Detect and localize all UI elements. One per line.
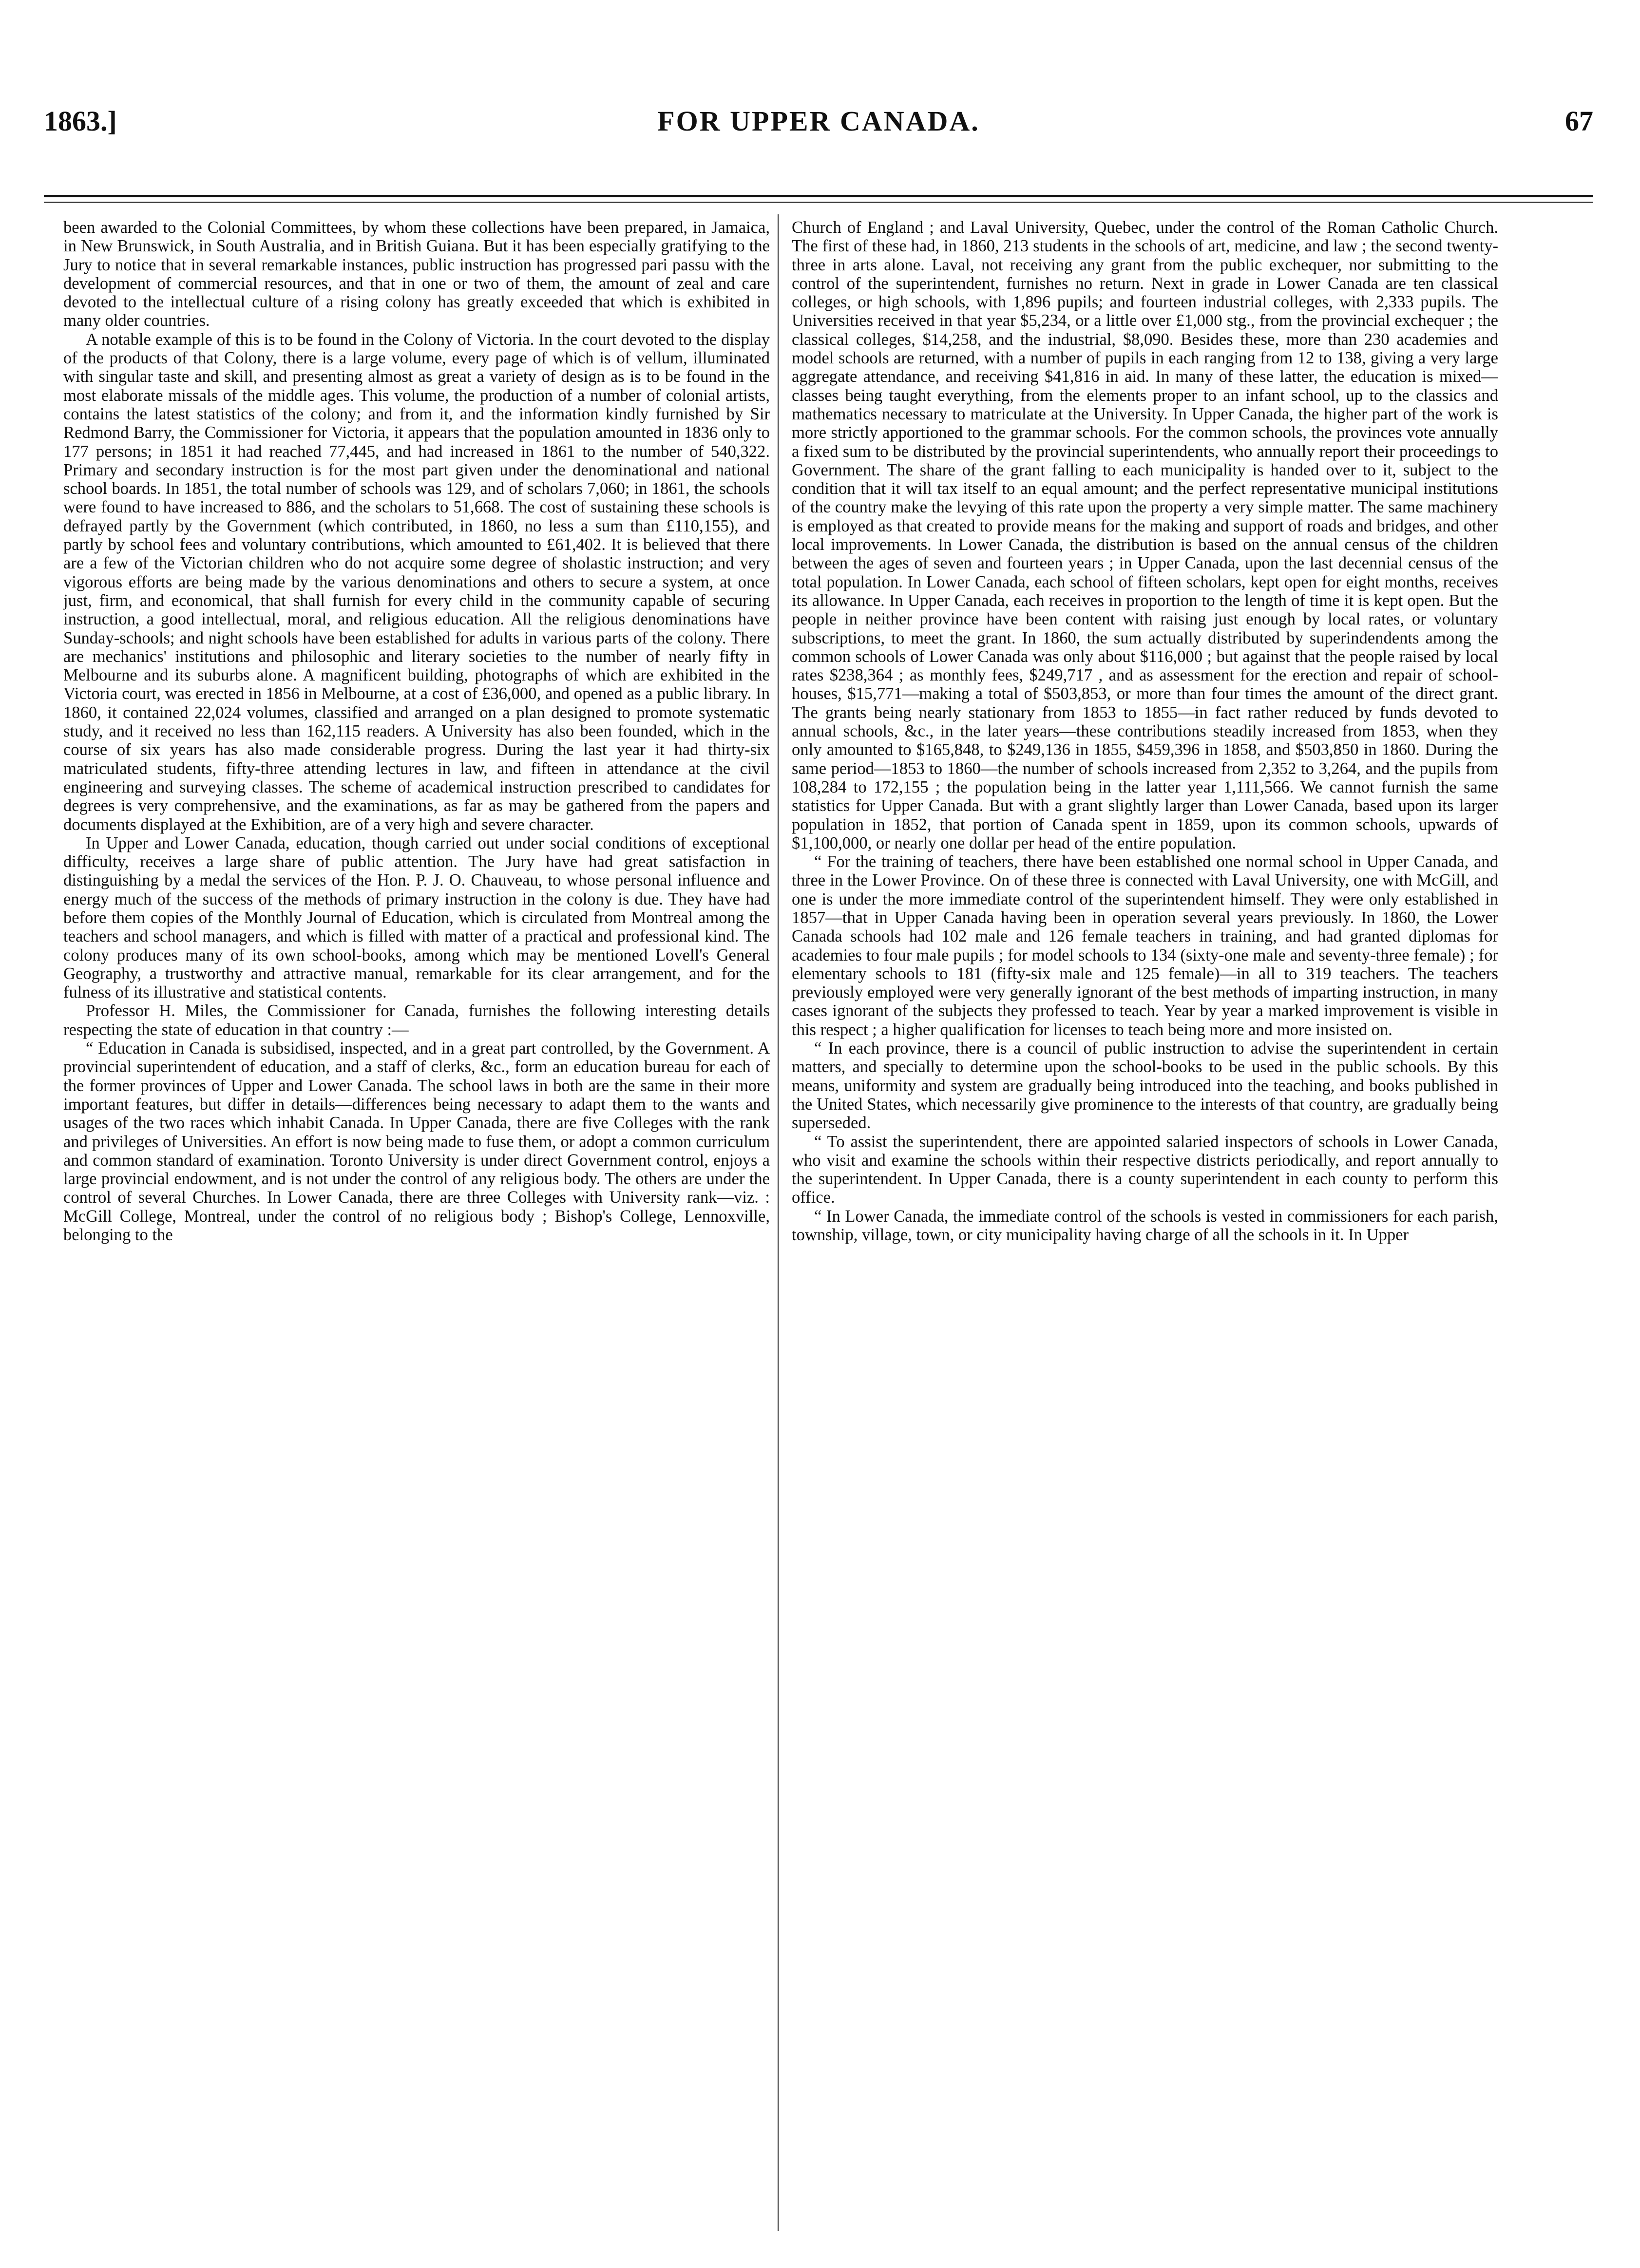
header-title: FOR UPPER CANADA. <box>657 105 980 137</box>
paragraph: “ For the training of teachers, there have been established one normal school in Upper Canada, and three in the Lower Province. On of these three is connected with Laval University, one with McGill, and one is under the more immediate control of the superintendent himself. They were only established in 1857—that in Upper Canada having been in operation several years previously. In 1860, the Lower Canada schools had 102 male and 126 female teachers in training, and had granted diplomas for academies to four male pupils ; for model schools to 134 (sixty-one male and seventy-three female) ; for elementary schools to 181 (fifty-six male and 125 female)—in all to 319 teachers. The teachers previously employed were very generally ignorant of the best methods of imparting instruction, in many cases ignorant of the subjects they professed to teach. Year by year a marked improvement is visible in this respect ; a higher qualification for licenses to teach being more and more insisted on. <box>792 852 1498 1039</box>
header-year: 1863.] <box>44 105 117 137</box>
paragraph: “ In each province, there is a council of public instruction to advise the superintendent in certain matters, and specially to determine upon the school-books to be used in the public schools. By this means, uniformity and system are gradually being introduced into the teaching, and books published in the United States, which necessarily give prominence to the interests of that country, are gradually being superseded. <box>792 1039 1498 1133</box>
paragraph: been awarded to the Colonial Committees, by whom these collections have been prepared, in Jamaica, in New Brunswick, in South Australia, and in British Guiana. But it has been especially gratifying to the Jury to notice that in several remarkable instances, public instruction has progressed pari passu with the development of commercial resources, and that in one or two of them, the amount of zeal and care devoted to the intellectual culture of a rising colony has greatly exceeded that which is exhibited in many older countries. <box>63 218 770 330</box>
paragraph: “ To assist the superintendent, there are appointed salaried inspectors of schools in Lower Canada, who visit and examine the schools within their respective districts periodically, and report annually to the superintendent. In Upper Canada, there is a county superintendent in each county to perform this office. <box>792 1132 1498 1207</box>
header-rule-thin <box>44 202 1593 203</box>
paragraph: “ Education in Canada is subsidised, inspected, and in a great part controlled, by the Government. A provincial superintendent of education, and a staff of clerks, &c., form an education bureau for each of the former provinces of Upper and Lower Canada. The school laws in both are the same in their more important features, but differ in details—differences being necessary to adapt them to the wants and usages of the two races which inhabit Canada. In Upper Canada, there are five Colleges with the rank and privileges of Universities. An effort is now being made to fuse them, or adopt a common curriculum and common standard of examination. Toronto University is under direct Government control, enjoys a large provincial endowment, and is not under the control of any religious body. The others are under the control of several Churches. In Lower Canada, there are three Colleges with University rank—viz. : McGill College, Montreal, under the control of no religious body ; Bishop's College, Lennoxville, belonging to the <box>63 1039 770 1245</box>
paragraph: Church of England ; and Laval University, Quebec, under the control of the Roman Catholic Church. The first of these had, in 1860, 213 students in the schools of art, medicine, and law ; the second twenty-three in arts alone. Laval, not receiving any grant from the public exchequer, nor submitting to the control of the superintendent, furnishes no return. Next in grade in Lower Canada are ten classical colleges, or high schools, with 1,896 pupils; and fourteen industrial colleges, with 2,333 pupils. The Universities received in that year $5,234, or a little over £1,000 stg., from the provincial exchequer ; the classical colleges, $14,258, and the industrial, $8,090. Besides these, more than 230 academies and model schools are returned, with a number of pupils in each ranging from 12 to 138, giving a very large aggregate attendance, and receiving $41,816 in aid. In many of these latter, the education is mixed—classes being taught everything, from the elements proper to an infant school, up to the classics and mathematics necessary to matriculate at the University. In Upper Canada, the higher part of the work is more strictly apportioned to the grammar schools. For the common schools, the provinces vote annually a fixed sum to be distributed by the provincial superintendents, who annually report their proceedings to Government. The share of the grant falling to each municipality is handed over to it, subject to the condition that it will tax itself to an equal amount; and the perfect representative municipal institutions of the country make the levying of this rate upon the property a very simple matter. The same machinery is employed as that created to provide means for the making and support of roads and bridges, and other local improvements. In Lower Canada, the distribution is based on the annual census of the children between the ages of seven and fourteen years ; in Upper Canada, upon the last decennial census of the total population. In Lower Canada, each school of fifteen scholars, kept open for eight months, receives its allowance. In Upper Canada, each receives in proportion to the length of time it is kept open. But the people in neither province have been content with raising just enough by local rates, or voluntary subscriptions, to meet the grant. In 1860, the sum actually distributed by superindendents among the common schools of Lower Canada was only about $116,000 ; but against that the people raised by local rates $238,364 ; as monthly fees, $249,717 , and as assessment for the erection and repair of school-houses, $15,771—making a total of $503,853, or more than four times the amount of the direct grant. The grants being nearly stationary from 1853 to 1855—in fact rather reduced by funds devoted to annual schools, &c., in the later years—these contributions steadily increased from 1853, when they only amounted to $165,848, to $249,136 in 1855, $459,396 in 1858, and $503,850 in 1860. During the same period—1853 to 1860—the number of schools increased from 2,352 to 3,264, and the pupils from 108,284 to 172,155 ; the population being in the latter year 1,111,566. We cannot furnish the same statistics for Upper Canada. But with a grant slightly larger than Lower Canada, based upon its larger population in 1852, that portion of Canada spent in 1859, upon its common schools, upwards of $1,100,000, or nearly one dollar per head of the entire population. <box>792 218 1498 852</box>
column-divider <box>778 214 779 2231</box>
right-column <box>792 218 1498 2230</box>
paragraph: “ In Lower Canada, the immediate control of the schools is vested in commissioners for each parish, township, village, town, or city municipality having charge of all the schools in it. In Upper <box>792 1207 1498 1245</box>
running-header <box>44 105 1593 163</box>
page-number: 67 <box>1565 105 1593 137</box>
paragraph: A notable example of this is to be found in the Colony of Victoria. In the court devoted to the display of the products of that Colony, there is a large volume, every page of which is of vellum, illuminated with singular taste and skill, and presenting almost as great a variety of design as is to be found in the most elaborate missals of the middle ages. This volume, the production of a number of colonial artists, contains the latest statistics of the colony; and from it, and the information kindly furnished by Sir Redmond Barry, the Commissioner for Victoria, it appears that the population amounted in 1836 only to 177 persons; in 1851 it had reached 77,445, and had increased in 1861 to the number of 540,322. Primary and secondary instruction is for the most part given under the denominational and national school boards. In 1851, the total number of schools was 129, and of scholars 7,060; in 1861, the schools were found to have increased to 886, and the scholars to 51,668. The cost of sustaining these schools is defrayed partly by the Government (which contributed, in 1860, no less a sum than £110,155), and partly by school fees and voluntary contributions, which amounted to £61,402. It is believed that there are a few of the Victorian children who do not acquire some degree of sholastic instruction; and very vigorous efforts are being made by the various denominations and others to secure a system, at once just, firm, and economical, that shall furnish for every child in the community capable of securing instruction, a good intellectual, moral, and religious education. All the religious denominations have Sunday-schools; and night schools have been established for adults in various parts of the colony. There are mechanics' institutions and philosophic and literary societies to the number of nearly fifty in Melbourne and its suburbs alone. A magnificent building, photographs of which are exhibited in the Victoria court, was erected in 1856 in Melbourne, at a cost of £36,000, and opened as a public library. In 1860, it contained 22,024 volumes, classified and arranged on a plan designed to promote systematic study, and it received no less than 162,115 readers. A University has also been founded, which in the course of six years has also made considerable progress. During the last year it had thirty-six matriculated students, fifty-three attending lectures in law, and fifteen in attendance at the civil engineering and surveying classes. The scheme of academical instruction prescribed to candidates for degrees is very comprehensive, and the examinations, as far as may be gathered from the papers and documents displayed at the Exhibition, are of a very high and severe character. <box>63 330 770 834</box>
paragraph: In Upper and Lower Canada, education, though carried out under social conditions of exceptional difficulty, receives a large share of public attention. The Jury have had great satisfaction in distinguishing by a medal the services of the Hon. P. J. O. Chauveau, to whose personal influence and energy much of the success of the methods of primary instruction in the colony is due. They have had before them copies of the Monthly Journal of Education, which is circulated from Montreal among the teachers and school managers, and which is filled with matter of a practical and professional kind. The colony produces many of its own school-books, among which may be mentioned Lovell's General Geography, a trustworthy and attractive manual, remarkable for its clear arrangement, and for the fulness of its illustrative and statistical contents. <box>63 833 770 1002</box>
paragraph: Professor H. Miles, the Commissioner for Canada, furnishes the following interesting details respecting the state of education in that country :— <box>63 1002 770 1039</box>
header-rule-thick <box>44 195 1593 197</box>
left-column <box>63 218 770 2230</box>
